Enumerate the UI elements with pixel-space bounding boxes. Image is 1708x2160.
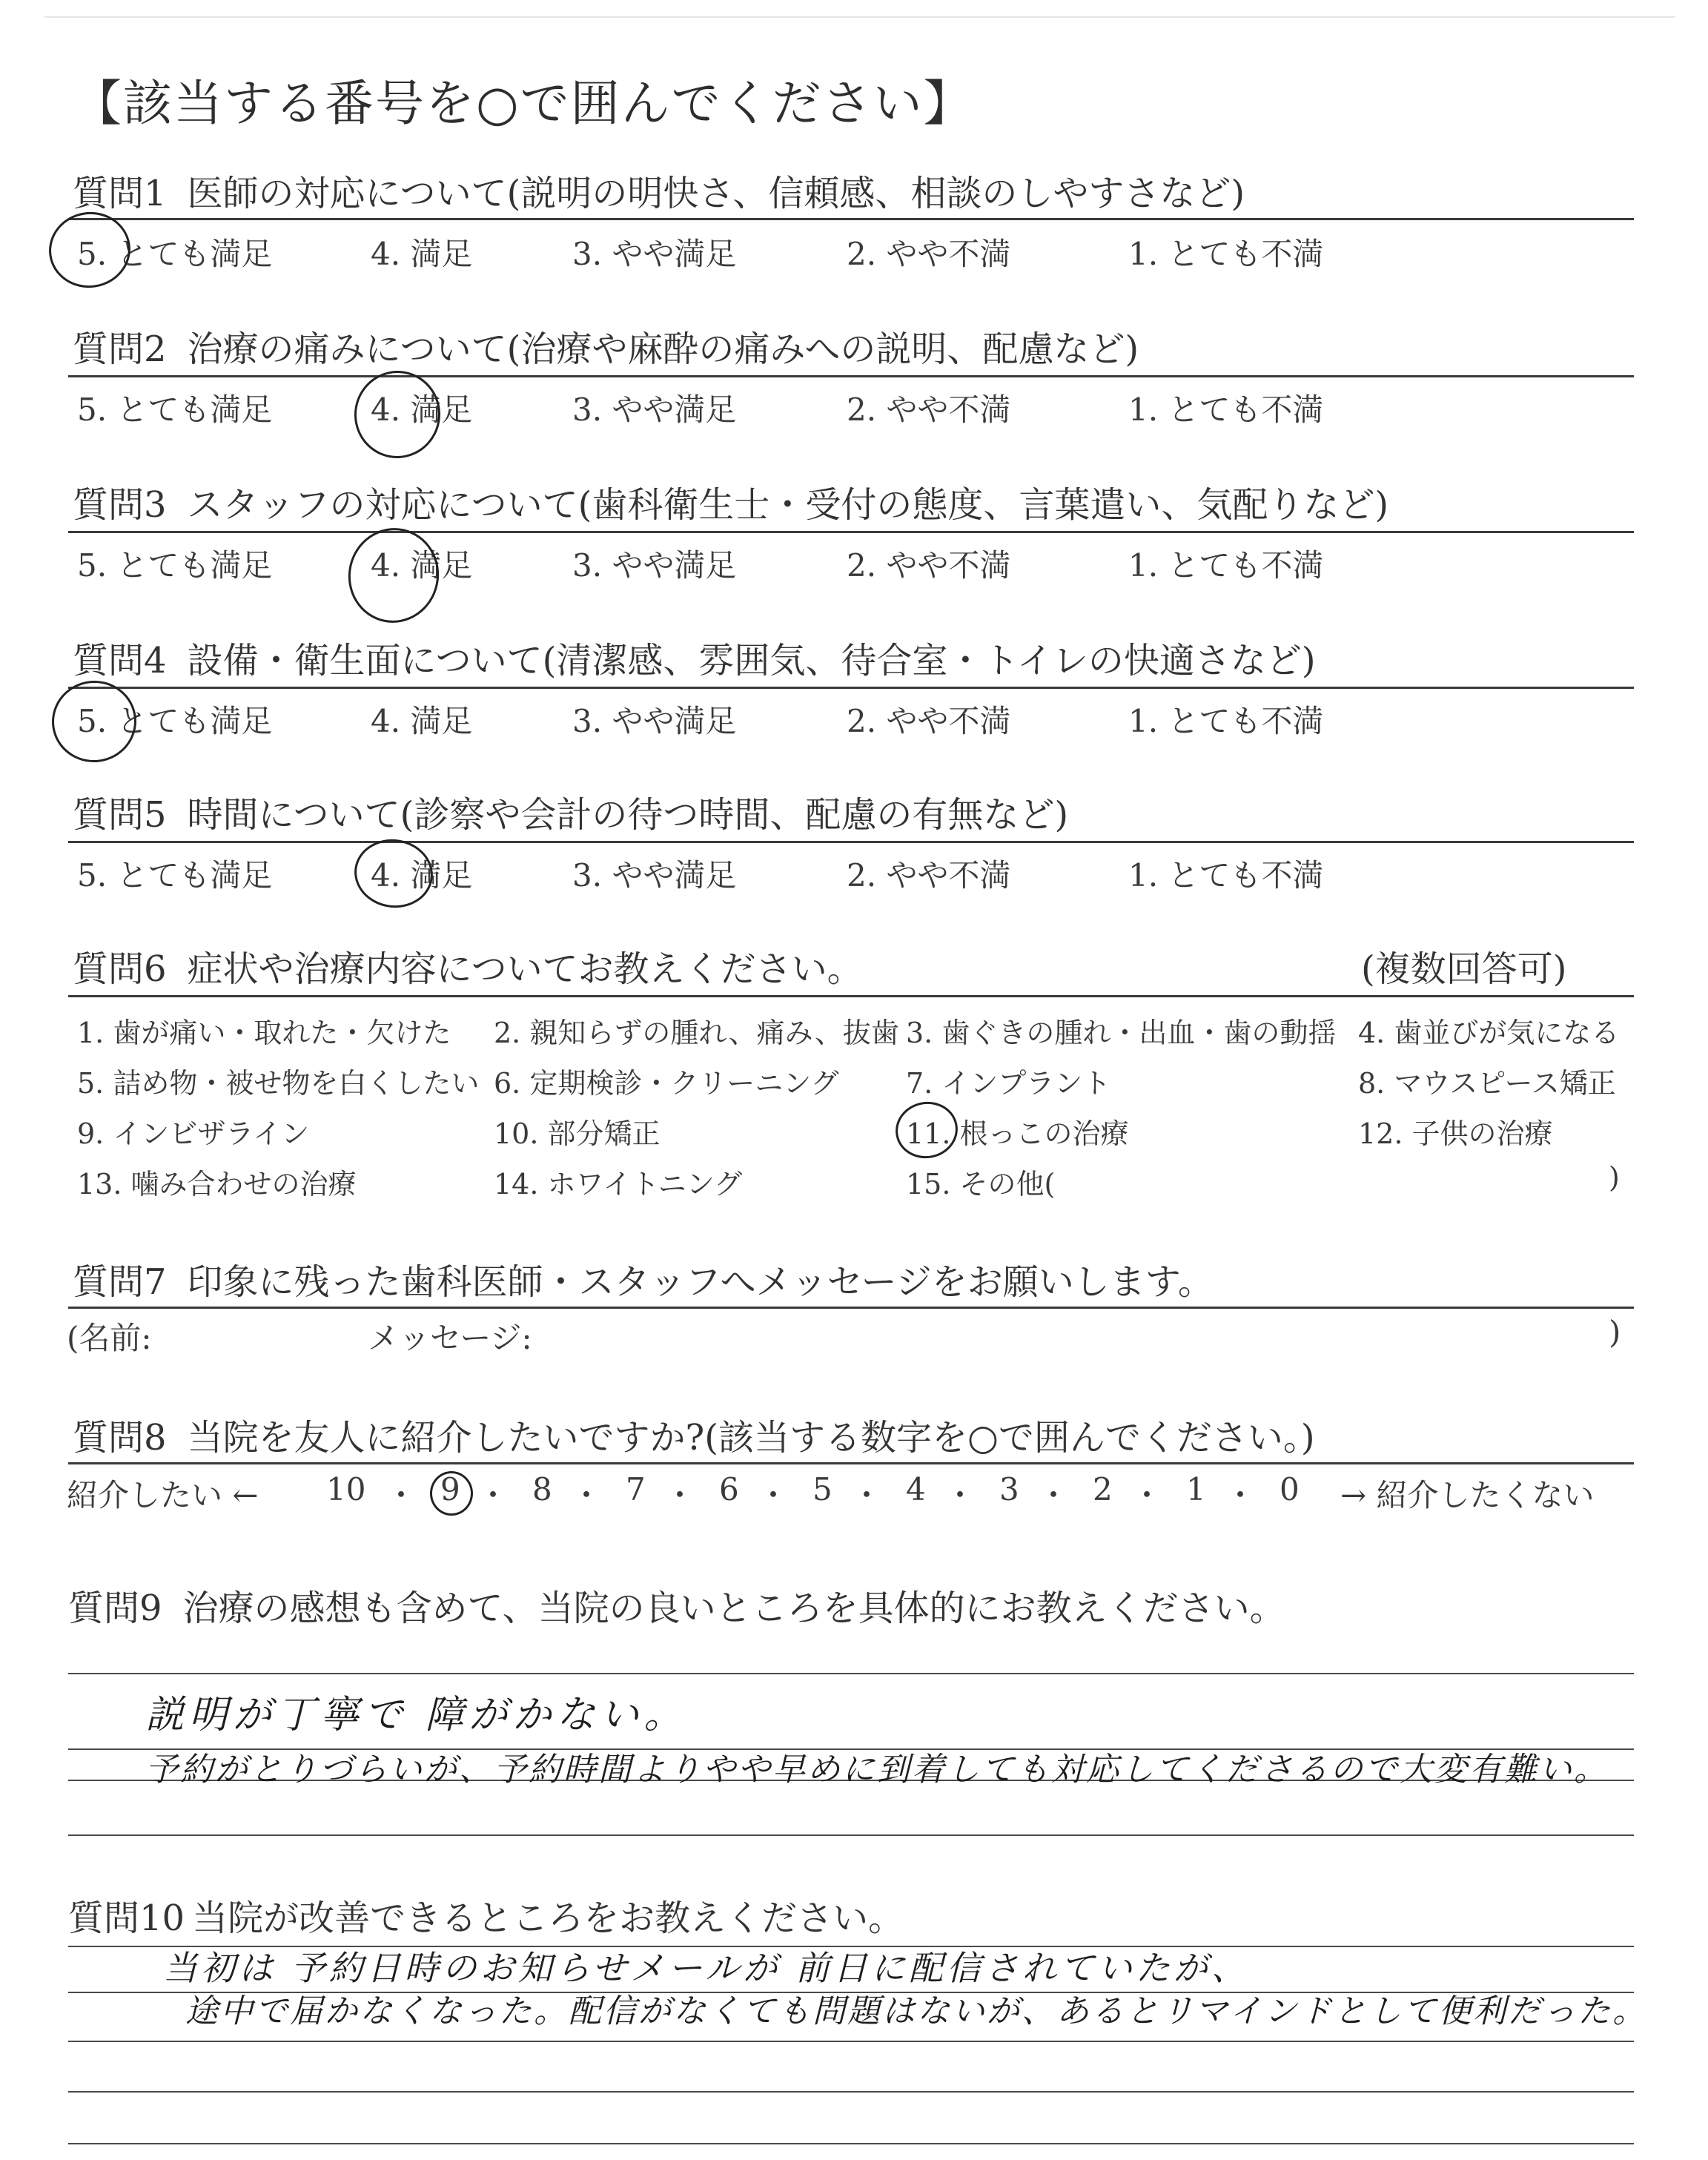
q6-item-9[interactable]: 9. インビザライン [77, 1117, 310, 1150]
q9-answer-line-1: 説明が丁寧で 障がかない。 [145, 1693, 688, 1737]
q6-item-12[interactable]: 12. 子供の治療 [1358, 1117, 1553, 1150]
q5-option-2[interactable]: 2. やや不満 [847, 857, 1011, 894]
q4-selection-circle [48, 676, 141, 766]
question-text: 医師の対応について(説明の明快さ、信頼感、相談のしやすさなど) [187, 173, 1245, 214]
question-number: 質問9 [68, 1588, 162, 1629]
q1-option-3[interactable]: 3. やや満足 [572, 236, 737, 272]
scale-dot: ・ [1225, 1477, 1257, 1513]
q6-selection-circle [891, 1097, 962, 1163]
scale-dot: ・ [571, 1477, 603, 1513]
q6-item-1[interactable]: 1. 歯が痛い・取れた・欠けた [77, 1017, 451, 1049]
scale-5[interactable]: 5 [812, 1471, 833, 1507]
scale-6[interactable]: 6 [719, 1471, 739, 1507]
question-2-heading [73, 320, 1139, 371]
question-text: 当院を友人に紹介したいですか?(該当する数字を○で囲んでください。) [187, 1417, 1315, 1459]
q5-option-3[interactable]: 3. やや満足 [572, 857, 737, 894]
q6-item-4[interactable]: 4. 歯並びが気になる [1358, 1017, 1620, 1049]
scale-4[interactable]: 4 [906, 1471, 926, 1507]
scale-dot: ・ [944, 1477, 976, 1513]
q4-option-5[interactable]: 5. とても満足 [77, 703, 273, 739]
question-2-rule [68, 375, 1634, 377]
q6-item-15-close: ) [1609, 1161, 1620, 1194]
q4-option-2[interactable]: 2. やや不満 [847, 703, 1011, 739]
question-text: 設備・衛生面について(清潔感、雰囲気、待合室・トイレの快適さなど) [187, 640, 1316, 681]
q1-option-1[interactable]: 1. とても不満 [1128, 236, 1324, 272]
scale-dot: ・ [758, 1477, 790, 1513]
q6-item-2[interactable]: 2. 親知らずの腫れ、痛み、抜歯 [494, 1017, 899, 1049]
question-number: 質問2 [73, 328, 167, 370]
scale-7[interactable]: 7 [626, 1471, 646, 1507]
scale-9[interactable]: 9 [440, 1471, 460, 1507]
q3-option-5[interactable]: 5. とても満足 [77, 547, 273, 584]
question-number: 質問6 [73, 948, 167, 990]
question-1-heading [73, 165, 1245, 216]
question-text: 症状や治療内容についてお教えください。 [187, 948, 863, 990]
q6-item-6[interactable]: 6. 定期検診・クリーニング [494, 1067, 839, 1100]
q10-answer-line-1: 当初は 予約日時のお知らせメールが 前日に配信されていたが、 [163, 1948, 1249, 1988]
question-number: 質問7 [73, 1261, 167, 1303]
question-text: スタッフの対応について(歯科衛生士・受付の態度、言葉遣い、気配りなど) [187, 484, 1389, 526]
q6-item-3[interactable]: 3. 歯ぐきの腫れ・出血・歯の動揺 [906, 1017, 1337, 1049]
q6-item-15[interactable]: 15. その他( [906, 1168, 1056, 1200]
q2-option-5[interactable]: 5. とても満足 [77, 392, 273, 428]
q2-option-2[interactable]: 2. やや不満 [847, 392, 1011, 428]
answer-line [68, 1673, 1634, 1674]
question-number: 質問1 [73, 173, 167, 214]
q3-selection-circle [340, 520, 448, 632]
answer-line [68, 1834, 1634, 1836]
q3-option-2[interactable]: 2. やや不満 [847, 547, 1011, 584]
scale-dot: ・ [851, 1477, 883, 1513]
q6-item-14[interactable]: 14. ホワイトニング [494, 1168, 743, 1200]
scale-3[interactable]: 3 [999, 1471, 1019, 1507]
scale-1[interactable]: 1 [1186, 1471, 1206, 1507]
question-6-rule [68, 995, 1634, 997]
q3-option-1[interactable]: 1. とても不満 [1128, 547, 1324, 584]
scale-8[interactable]: 8 [532, 1471, 552, 1507]
page-title: 【該当する番号を○で囲んでください】 [73, 75, 974, 132]
q6-item-11[interactable]: 11. 根っこの治療 [906, 1117, 1129, 1150]
name-label: (名前: [67, 1320, 152, 1356]
answer-line [68, 2091, 1634, 2093]
scale-dot: ・ [477, 1477, 509, 1513]
answer-line [68, 2143, 1634, 2144]
question-5-rule [68, 841, 1634, 843]
q2-selection-circle [348, 364, 448, 465]
q3-option-3[interactable]: 3. やや満足 [572, 547, 737, 584]
question-text: 治療の痛みについて(治療や麻酔の痛みへの説明、配慮など) [187, 328, 1139, 370]
q6-item-8[interactable]: 8. マウスピース矯正 [1358, 1067, 1616, 1100]
scale-2[interactable]: 2 [1093, 1471, 1113, 1507]
q2-option-1[interactable]: 1. とても不満 [1128, 392, 1324, 428]
question-number: 質問5 [73, 794, 167, 836]
question-text: 当院が改善できるところをお教えください。 [192, 1898, 904, 1939]
q6-item-5[interactable]: 5. 詰め物・被せ物を白くしたい [77, 1067, 480, 1100]
q5-option-4[interactable]: 4. 満足 [371, 857, 473, 894]
q8-selection-circle [430, 1471, 473, 1516]
question-text: 印象に残った歯科医師・スタッフへメッセージをお願いします。 [187, 1261, 1214, 1303]
question-6-heading [73, 940, 863, 991]
question-number: 質問8 [73, 1417, 167, 1459]
q5-option-5[interactable]: 5. とても満足 [77, 857, 273, 894]
recommend-right-label: → 紹介したくない [1340, 1477, 1595, 1513]
question-3-heading [73, 476, 1388, 527]
q4-option-3[interactable]: 3. やや満足 [572, 703, 737, 739]
q6-item-13[interactable]: 13. 噛み合わせの治療 [77, 1168, 357, 1200]
scale-dot: ・ [1131, 1477, 1163, 1513]
q1-option-5[interactable]: 5. とても満足 [77, 236, 273, 272]
question-9-heading [68, 1579, 1285, 1631]
scale-dot: ・ [1038, 1477, 1070, 1513]
q4-option-4[interactable]: 4. 満足 [371, 703, 473, 739]
question-number: 質問4 [73, 640, 167, 681]
question-8-rule [68, 1462, 1634, 1464]
q3-option-4[interactable]: 4. 満足 [371, 547, 473, 584]
q1-option-4[interactable]: 4. 満足 [371, 236, 473, 272]
question-4-heading [73, 632, 1316, 683]
message-label: メッセージ: [368, 1320, 532, 1356]
q6-item-10[interactable]: 10. 部分矯正 [494, 1117, 661, 1150]
q2-option-3[interactable]: 3. やや満足 [572, 392, 737, 428]
question-4-rule [68, 687, 1634, 689]
question-text: 治療の感想も含めて、当院の良いところを具体的にお教えください。 [182, 1588, 1285, 1629]
q5-option-1[interactable]: 1. とても不満 [1128, 857, 1324, 894]
q9-answer-line-2: 予約がとりづらいが、予約時間よりやや早めに到着しても対応してくださるので大変有難い。 [145, 1751, 1609, 1789]
question-5-heading [73, 786, 1068, 837]
scale-0[interactable]: 0 [1280, 1471, 1300, 1507]
question-8-heading [73, 1409, 1315, 1460]
q10-answer-line-2: 途中で届かなくなった。配信がなくても問題はないが、あるとリマインドとして便利だった。 [185, 1992, 1648, 2030]
scan-edge-line [44, 16, 1675, 18]
scale-dot: ・ [664, 1477, 696, 1513]
q2-option-4[interactable]: 4. 満足 [371, 392, 473, 428]
recommend-left-label: 紹介したい ← [67, 1477, 259, 1513]
question-number: 質問10 [68, 1898, 185, 1939]
answer-line [68, 2041, 1634, 2042]
q1-option-2[interactable]: 2. やや不満 [847, 236, 1011, 272]
question-text: 時間について(診察や会計の待つ時間、配慮の有無など) [187, 794, 1069, 836]
question-7-heading [73, 1253, 1214, 1304]
q5-selection-circle [350, 834, 437, 913]
question-3-rule [68, 531, 1634, 533]
scale-10[interactable]: 10 [326, 1471, 366, 1507]
scale-dot: ・ [385, 1477, 417, 1513]
question-7-rule [68, 1307, 1634, 1309]
question-number: 質問3 [73, 484, 167, 526]
multiple-answer-note: (複数回答可) [1361, 948, 1567, 990]
message-close-paren: ) [1609, 1314, 1621, 1350]
question-1-rule [68, 218, 1634, 220]
question-10-heading [68, 1889, 904, 1941]
q6-item-7[interactable]: 7. インプラント [906, 1067, 1111, 1100]
q4-option-1[interactable]: 1. とても不満 [1128, 703, 1324, 739]
